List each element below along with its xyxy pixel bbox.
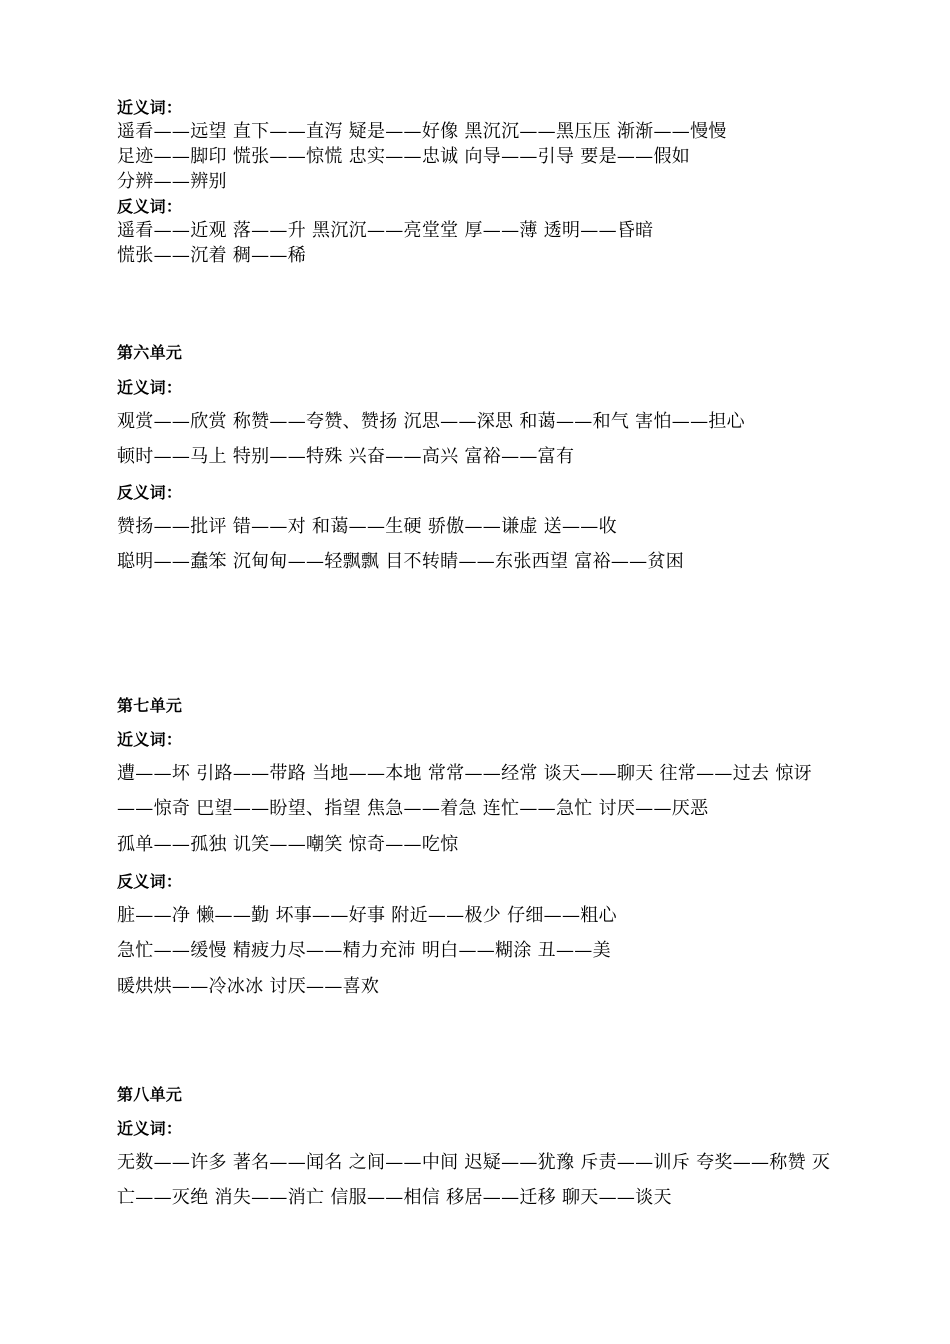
section5-synonym-line-2: 足迹——脚印 慌张——惊慌 忠实——忠诚 向导——引导 要是——假如 [117,146,691,167]
section5-synonym-line-3: 分辨——辨别 [117,171,227,192]
section7-antonym-line-3: 暖烘烘——冷冰冰 讨厌——喜欢 [117,976,380,997]
section6-synonym-heading: 近义词： [117,378,183,397]
section7-synonym-line-1: 遭——坏 引路——带路 当地——本地 常常——经常 谈天——聊天 往常——过去 惊讶 [117,763,812,784]
section7-synonym-line-2: ——惊奇 巴望——盼望、指望 焦急——着急 连忙——急忙 讨厌——厌恶 [117,798,709,819]
section6-antonym-line-1: 赞扬——批评 错——对 和蔼——生硬 骄傲——谦虚 送——收 [117,516,617,537]
section7-antonym-line-1: 脏——净 懒——勤 坏事——好事 附近——极少 仔细——粗心 [117,905,617,926]
section5-synonym-heading: 近义词： [117,98,183,117]
section7-title: 第七单元 [117,696,183,715]
section7-antonym-line-2: 急忙——缓慢 精疲力尽——精力充沛 明白——糊涂 丑——美 [117,940,611,961]
section6-synonym-line-1: 观赏——欣赏 称赞——夸赞、赞扬 沉思——深思 和蔼——和气 害怕——担心 [117,411,745,432]
section7-synonym-line-3: 孤单——孤独 讥笑——嘲笑 惊奇——吃惊 [117,834,459,855]
section6-antonym-line-2: 聪明——蠢笨 沉甸甸——轻飘飘 目不转睛——东张西望 富裕——贫困 [117,551,685,572]
section5-antonym-line-2: 慌张——沉着 稠——稀 [117,245,307,266]
section8-title: 第八单元 [117,1085,183,1104]
section8-synonym-heading: 近义词： [117,1119,183,1138]
section6-synonym-line-2: 顿时——马上 特别——特殊 兴奋——高兴 富裕——富有 [117,446,575,467]
section7-antonym-heading: 反义词： [117,872,183,891]
section8-synonym-line-1: 无数——许多 著名——闻名 之间——中间 迟疑——犹豫 斥责——训斥 夸奖——称赞 灭 [117,1152,831,1173]
section6-title: 第六单元 [117,343,183,362]
section5-antonym-heading: 反义词： [117,197,183,216]
section6-antonym-heading: 反义词： [117,483,183,502]
section5-synonym-line-1: 遥看——远望 直下——直泻 疑是——好像 黑沉沉——黑压压 渐渐——慢慢 [117,121,727,142]
section5-antonym-line-1: 遥看——近观 落——升 黑沉沉——亮堂堂 厚——薄 透明——昏暗 [117,220,654,241]
section8-synonym-line-2: 亡——灭绝 消失——消亡 信服——相信 移居——迁移 聊天——谈天 [117,1187,672,1208]
section7-synonym-heading: 近义词： [117,730,183,749]
